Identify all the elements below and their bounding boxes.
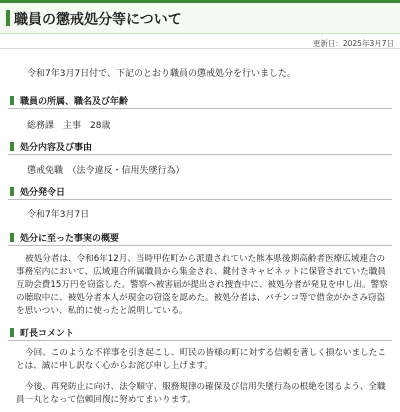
title-accent-bar [6,10,10,26]
heading-marker [10,233,14,242]
section-title: 町長コメント [20,329,75,339]
divider [0,48,400,49]
facts-text: 被処分者は、令和6年12月、当時甲佐町から派遣されていた熊本県後期高齢者医療広域連合の事務室内において、広域連合所属職員から集金され、鍵付きキャビネットに保管されていた職員互助会費15万円を窃盗した。警察へ被害届が提出され捜査中に、被処分者が発見を申し出。警察の聴取中に、被処分者本人が現金の窃盗を認めた。被処分者は、パチンコ等で借金がかさみ窃盗を思いつい、私的に使ったと説明している。 [16,254,388,316]
section-title: 処分発令日 [20,188,66,198]
mayor-comment-2: 今後、再発防止に向け、法令順守、服務規律の確保及び信用失墜行為の根絶を図るよう、全職員一丸となって信頼回復に努めてまいります。 [16,382,386,405]
section-heading-facts [8,230,392,246]
penalty-text: 懲戒免職 （法令違反・信用失墜行為） [27,166,185,176]
section-title: 処分内容及び事由 [20,143,93,153]
heading-marker [10,96,14,105]
section-heading-penalty [8,139,392,155]
section-title: 処分に至った事実の概要 [20,234,120,244]
date-text: 令和7年3月7日 [27,210,90,220]
intro-text: 令和7年3月7日付で、下記のとおり職員の懲戒処分を行いました。 [27,69,296,79]
page-title-bar [0,0,400,34]
page-title: 職員の懲戒処分等について [14,12,182,28]
section-heading-mayor [8,325,392,341]
section-title: 職員の所属、職名及び年齢 [20,97,129,107]
updated-date: 更新日：2025年3月7日 [312,39,394,48]
affiliation-text: 総務課 主事 28歳 [27,121,111,131]
heading-marker [10,328,14,337]
mayor-comment-1: 今回、このような不祥事を引き起こし、町民の皆様の町に対する信頼を著しく損ないましたことは、誠に申し訳なく心からお詫び申し上げます。 [16,348,386,371]
section-heading-affiliation [8,93,392,109]
section-heading-date [8,184,392,200]
heading-marker [10,142,14,151]
heading-marker [10,187,14,196]
